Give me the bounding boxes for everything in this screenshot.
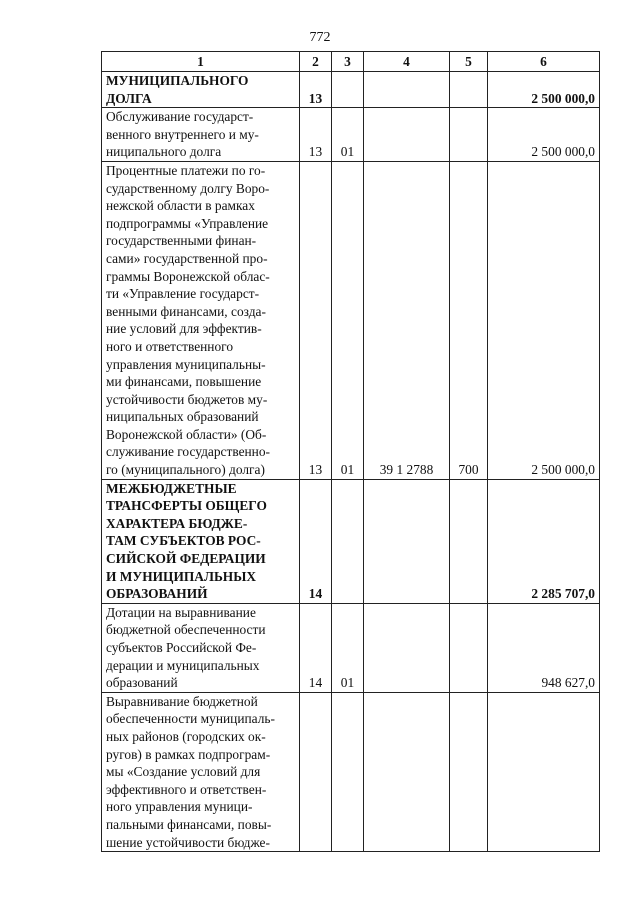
- table-row: [102, 108, 600, 162]
- table-row: [102, 479, 600, 603]
- row-amount: 948 627,0: [488, 603, 600, 692]
- row-target-article: [364, 72, 450, 108]
- header-col-2: 2: [300, 52, 332, 72]
- row-target-article: [364, 108, 450, 162]
- page-number: 772: [309, 30, 331, 45]
- row-name: МУНИЦИПАЛЬНОГО ДОЛГА: [106, 73, 249, 106]
- row-section: 13: [300, 161, 332, 479]
- row-amount: 2 500 000,0: [488, 72, 600, 108]
- row-expense-type: [450, 479, 488, 603]
- row-section: 14: [300, 479, 332, 603]
- row-amount: 2 500 000,0: [488, 161, 600, 479]
- row-section: 13: [300, 108, 332, 162]
- header-row: [102, 52, 600, 72]
- row-expense-type: [450, 108, 488, 162]
- row-expense-type: [450, 692, 488, 851]
- row-subsection: 01: [332, 108, 364, 162]
- row-section: 13: [300, 72, 332, 108]
- row-name: Выравнивание бюджетной обеспеченности муниципаль- ных районов (городских ок- ругов) в рамках подпрограм- мы «Создание условий для эффективного и ответствен- ного управления муници- пальными финансами, повы- шение устойчивости бюдже-: [106, 693, 275, 850]
- header-col-4: 4: [364, 52, 450, 72]
- table-row: [102, 603, 600, 692]
- row-name: Процентные платежи по го- сударственному долгу Воро- нежской области в рамках подпрограммы «Управление государственными финан- сами» государственной про- граммы Воронежской облас- ти «Управление государст- венными финансами, созда- ние условий для эффектив- ного и ответственного управления муниципальны- ми финансами, повышение устойчивости бюджетов му- ниципальных образований Воронежской области» (Об- служивание государственно- го (муниципального) долга): [106, 162, 271, 478]
- table-row: [102, 692, 600, 851]
- row-target-article: 39 1 2788: [364, 161, 450, 479]
- row-subsection: 01: [332, 603, 364, 692]
- row-name: Обслуживание государст- венного внутреннего и му- ниципального долга: [106, 109, 259, 160]
- header-col-6: 6: [488, 52, 600, 72]
- row-subsection: [332, 72, 364, 108]
- row-expense-type: 700: [450, 161, 488, 479]
- row-target-article: [364, 479, 450, 603]
- row-expense-type: [450, 72, 488, 108]
- header-col-5: 5: [450, 52, 488, 72]
- row-amount: 2 500 000,0: [488, 108, 600, 162]
- row-section: [300, 692, 332, 851]
- table-row: [102, 72, 600, 108]
- row-target-article: [364, 692, 450, 851]
- row-name: МЕЖБЮДЖЕТНЫЕ ТРАНСФЕРТЫ ОБЩЕГО ХАРАКТЕРА БЮДЖЕ- ТАМ СУБЪЕКТОВ РОС- СИЙСКОЙ ФЕДЕРАЦИИ И МУНИЦИПАЛЬНЫХ ОБРАЗОВАНИЙ: [106, 480, 267, 602]
- row-subsection: 01: [332, 161, 364, 479]
- budget-table: [101, 51, 600, 852]
- table-row: [102, 161, 600, 479]
- row-amount: 2 285 707,0: [488, 479, 600, 603]
- row-subsection: [332, 479, 364, 603]
- row-target-article: [364, 603, 450, 692]
- row-subsection: [332, 692, 364, 851]
- header-col-3: 3: [332, 52, 364, 72]
- row-expense-type: [450, 603, 488, 692]
- header-col-1: 1: [102, 52, 300, 72]
- row-name: Дотации на выравнивание бюджетной обеспеченности субъектов Российской Фе- дерации и муниципальных образований: [106, 604, 266, 691]
- row-amount: [488, 692, 600, 851]
- row-section: 14: [300, 603, 332, 692]
